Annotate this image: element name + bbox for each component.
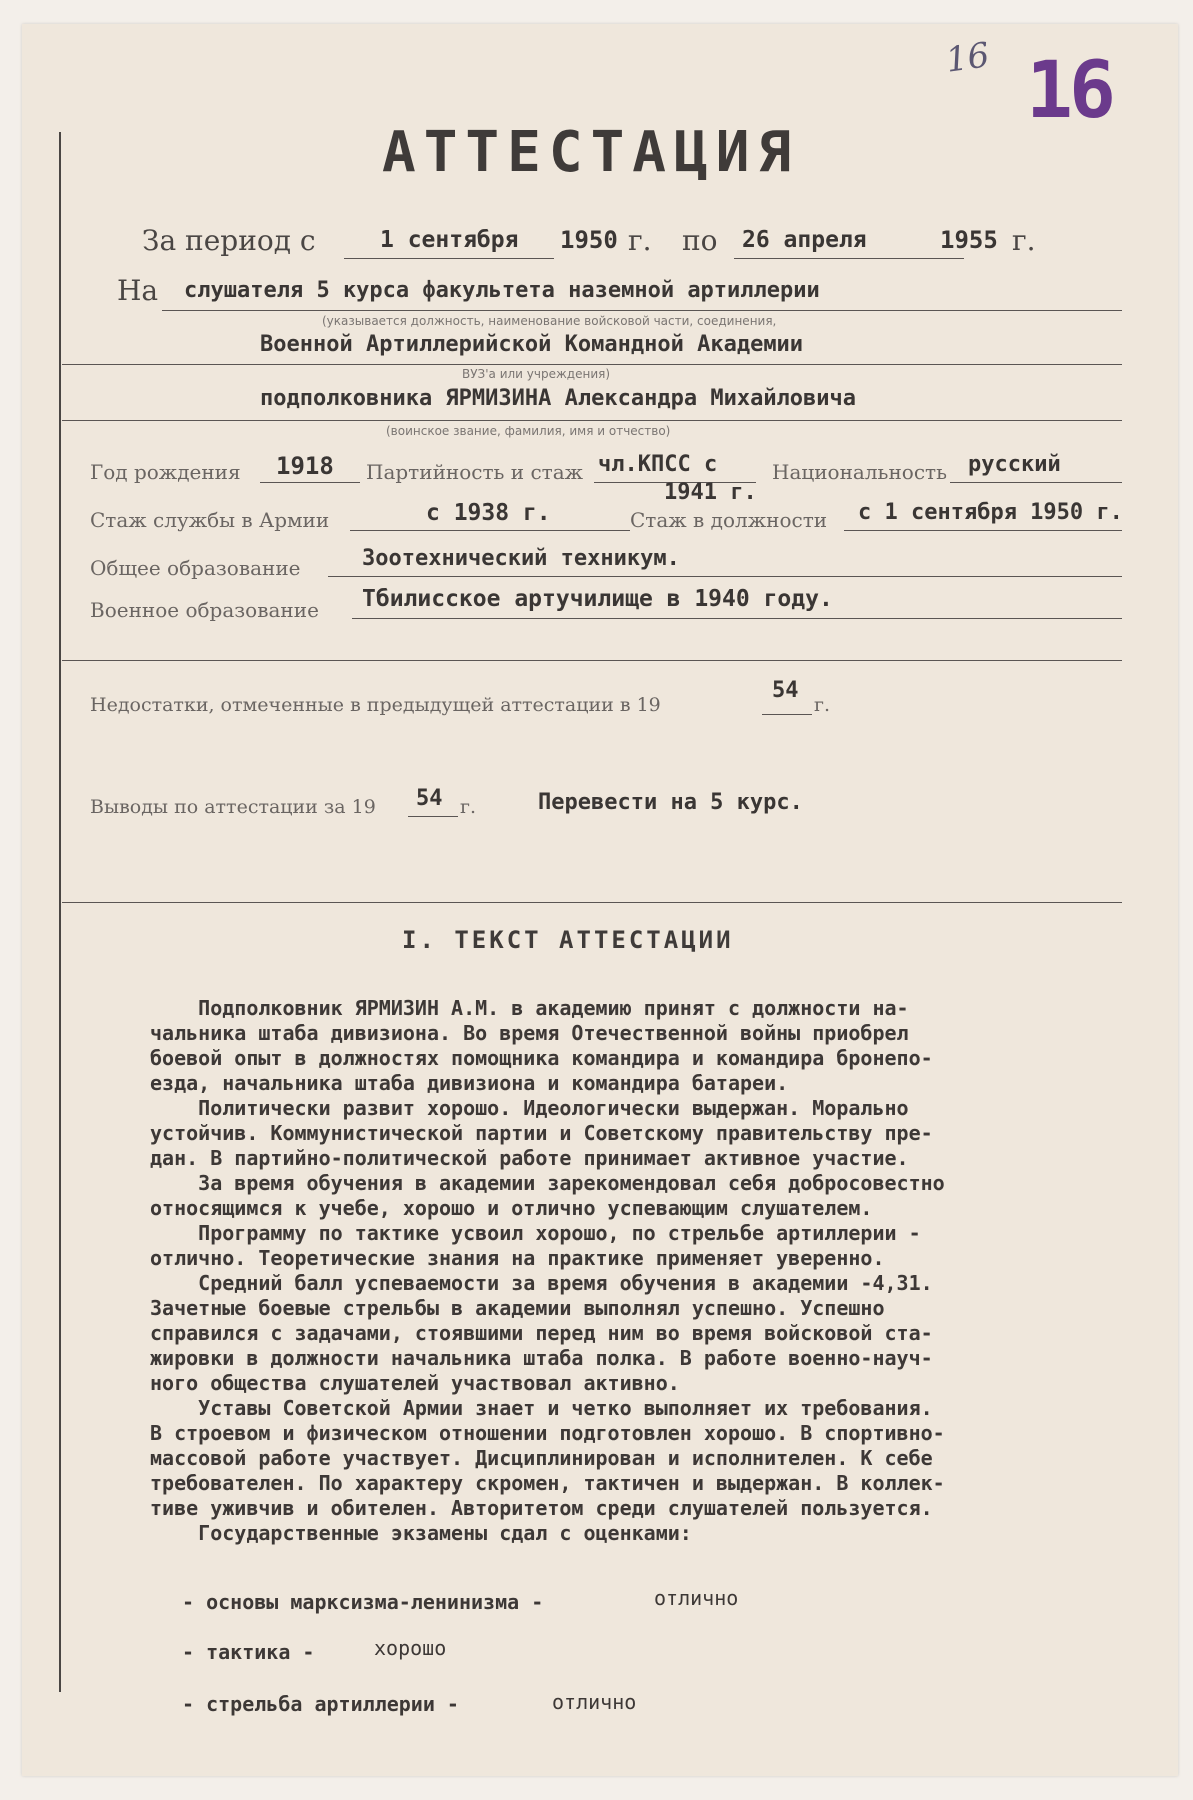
nationality-line (950, 482, 1122, 483)
body-line: устойчив. Коммунистической партии и Советскому правительству пре- (150, 1121, 933, 1145)
birth-line (260, 482, 360, 483)
body-line: Зачетные боевые стрельбы в академии выполнял успешно. Успешно (150, 1296, 885, 1320)
body-line: массовой работе участвует. Дисциплинирован и исполнителен. К себе (150, 1446, 933, 1470)
body-line: боевой опыт в должностях помощника командира и командира бронепо- (150, 1046, 933, 1070)
conclusions-year: 54 (416, 786, 443, 811)
period-year-suffix-2: г. (1012, 224, 1036, 257)
subject-hint-3: (воинское звание, фамилия, имя и отчество) (386, 424, 671, 438)
body-line: Подполковник ЯРМИЗИН А.М. в академию принят с должности на- (150, 996, 909, 1020)
section-rule-1 (62, 660, 1122, 661)
subject-rule-2 (62, 364, 1122, 365)
body-line: езда, начальника штаба дивизиона и командира батареи. (150, 1071, 789, 1095)
period-from-year: 1950 (560, 226, 618, 254)
body-line: жировки в должности начальника штаба полка. В работе военно-науч- (150, 1346, 933, 1370)
body-line: Средний балл успеваемости за время обучения в академии -4,31. (150, 1271, 933, 1295)
period-prefix: За период с (142, 224, 316, 257)
army-service-label: Стаж службы в Армии (90, 508, 330, 532)
military-education-value: Тбилисское артучилище в 1940 году. (362, 586, 833, 612)
party-label: Партийность и стаж (366, 460, 584, 484)
party-value-1: чл.КПСС с (598, 452, 718, 477)
exam-subject: - основы марксизма-ленинизма - (182, 1590, 544, 1614)
birth-label: Год рождения (90, 460, 241, 484)
shortcomings-suffix: г. (814, 694, 830, 716)
body-line: справился с задачами, стоявшими перед ним во время войсковой ста- (150, 1321, 933, 1345)
subject-line-2: Военной Артиллерийской Командной Академии (260, 332, 804, 357)
period-to-label: по (682, 224, 718, 257)
shortcomings-label: Недостатки, отмеченные в предыдущей аттестации в 19 (90, 694, 661, 716)
army-service-line (350, 530, 630, 531)
general-education-label: Общее образование (90, 556, 301, 580)
period-from-line (344, 258, 554, 259)
nationality-label: Национальность (772, 460, 947, 484)
general-education-value: Зоотехнический техникум. (362, 546, 680, 571)
position-service-label: Стаж в должности (630, 508, 828, 532)
body-line: Уставы Советской Армии знает и четко выполняет их требования. (150, 1396, 933, 1420)
subject-rule-1 (162, 310, 1122, 311)
body-line: отлично. Теоретические знания на практике применяет уверенно. (150, 1246, 885, 1270)
period-to-year: 1955 (940, 226, 998, 254)
body-line: Программу по тактике усвоил хорошо, по стрельбе артиллерии - (150, 1221, 921, 1245)
subject-line-1: слушателя 5 курса факультета наземной артиллерии (184, 278, 820, 303)
period-from-day: 1 сентября (380, 227, 519, 253)
conclusions-year-line (408, 816, 458, 817)
period-year-suffix-1: г. (628, 224, 652, 257)
army-service-value: с 1938 г. (426, 500, 551, 526)
exam-grade: отлично (552, 1690, 637, 1714)
subject-hint-1: (указывается должность, наименование войсковой части, соединения, (322, 314, 777, 328)
subject-rule-3 (62, 420, 1122, 421)
shortcomings-year-line (762, 714, 812, 715)
body-line: Государственные экзамены сдал с оценками: (150, 1521, 692, 1545)
body-line: Политически развит хорошо. Идеологически выдержан. Морально (150, 1096, 909, 1120)
conclusions-label: Выводы по аттестации за 19 (90, 796, 376, 818)
margin-line (59, 132, 61, 1692)
exam-subject: - стрельба артиллерии - (182, 1692, 459, 1716)
na-label: На (117, 274, 159, 307)
conclusions-value: Перевести на 5 курс. (538, 790, 803, 815)
subject-line-3: подполковника ЯРМИЗИНА Александра Михайловича (260, 386, 857, 411)
folio-stamp: 16 (1026, 46, 1112, 136)
birth-value: 1918 (276, 452, 334, 480)
conclusions-suffix: г. (460, 796, 476, 818)
position-service-line (844, 530, 1122, 531)
section-rule-2 (62, 902, 1122, 903)
body-line: В строевом и физическом отношении подготовлен хорошо. В спортивно- (150, 1421, 945, 1445)
body-line: дан. В партийно-политической работе принимает активное участие. (150, 1146, 909, 1170)
period-to-day: 26 апреля (742, 227, 867, 253)
body-line: требователен. По характеру скромен, тактичен и выдержан. В коллек- (150, 1471, 945, 1495)
exam-subject: - тактика - (182, 1640, 315, 1664)
document-sheet (22, 24, 1178, 1776)
shortcomings-year: 54 (772, 678, 799, 703)
general-education-line (328, 576, 1122, 577)
body-line: За время обучения в академии зарекомендовал себя добросовестно (150, 1171, 945, 1195)
section-title: I. ТЕКСТ АТТЕСТАЦИИ (402, 926, 734, 954)
position-service-value: с 1 сентября 1950 г. (858, 500, 1123, 525)
body-line: тиве уживчив и обителен. Авторитетом среди слушателей пользуется. (150, 1496, 933, 1520)
body-line: ного общества слушателей участвовал активно. (150, 1371, 680, 1395)
body-line: чальника штаба дивизиона. Во время Отечественной войны приобрел (150, 1021, 909, 1045)
body-line: относящимся к учебе, хорошо и отлично успевающим слушателем. (150, 1196, 873, 1220)
exam-grade: отлично (654, 1586, 739, 1610)
military-education-line (352, 618, 1122, 619)
military-education-label: Военное образование (90, 598, 319, 622)
period-to-line (734, 258, 964, 259)
exam-grade: хорошо (374, 1636, 447, 1660)
document-title: АТТЕСТАЦИЯ (382, 120, 800, 185)
nationality-value: русский (968, 452, 1061, 477)
subject-hint-2: ВУЗ'а или учреждения) (462, 367, 611, 381)
folio-pencil: 16 (943, 35, 992, 81)
party-value-2: 1941 г. (664, 480, 757, 505)
